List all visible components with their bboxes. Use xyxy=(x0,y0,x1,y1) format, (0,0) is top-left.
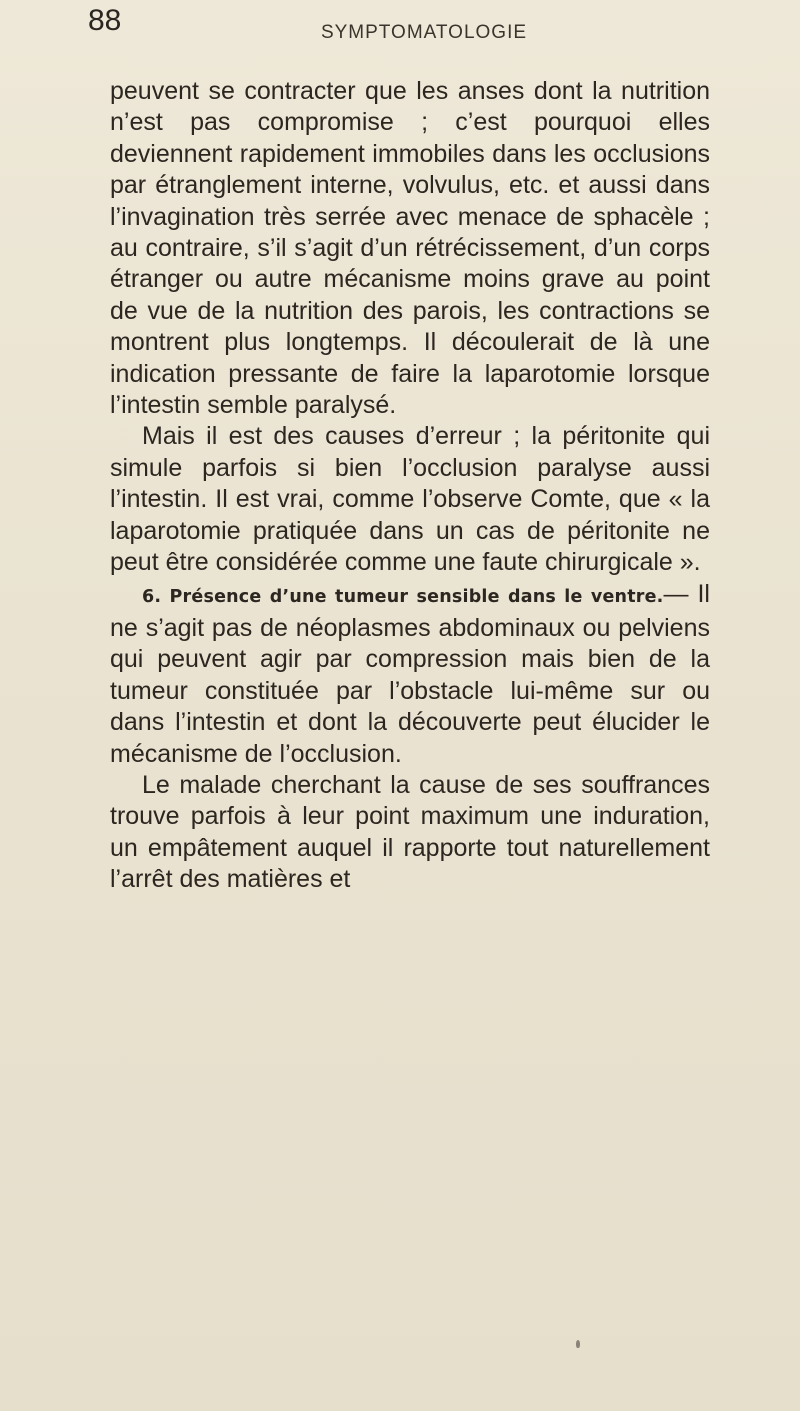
section-heading: 6. Présence d’une tumeur sensible dans le ventre. xyxy=(142,586,664,607)
page-header xyxy=(88,6,760,46)
paragraph-contractions: peuvent se contracter que les anses dont la nutrition n’est pas compromise ; c’est pourquoi elles deviennent rapidement immobiles dans les occlusions par étranglement interne, volvulus, etc. et aussi dans l’invagination très serrée avec menace de sphacèle ; au contraire, s’il s’agit d’un rétrécissement, d’un corps étranger ou autre mécanisme moins grave au point de vue de la nutrition des parois, les contractions se montrent plus longtemps. Il découlerait de là une indication pressante de faire la laparotomie lorsque l’intestin semble paralysé. xyxy=(110,77,710,420)
page-number: 88 xyxy=(88,4,122,37)
paragraph-tumeur-text: — Il ne s’agit pas de néoplasmes abdominaux ou pelviens qui peuvent agir par compression mais bien de la tumeur constituée par l’obstacle lui-même sur ou dans l’intestin et dont la découverte peut élucider le mécanisme de l’occlusion. xyxy=(110,579,710,768)
ink-speck xyxy=(576,1340,580,1348)
paragraph-tumeur xyxy=(110,579,710,770)
running-title: SYMPTOMATOLOGIE xyxy=(320,22,528,43)
paragraph-malade: Le malade cherchant la cause de ses souffrances trouve parfois à leur point maximum une induration, un empâtement auquel il rapporte tout naturellement l’arrêt des matières et xyxy=(110,770,710,894)
page-body xyxy=(110,76,710,896)
paragraph-causes-erreur: Mais il est des causes d’erreur ; la péritonite qui simule parfois si bien l’occlusion paralyse aussi l’intestin. Il est vrai, comme l’observe Comte, que « la laparotomie pratiquée dans un cas de péritonite ne peut être considérée comme une faute chirurgicale ». xyxy=(110,422,710,577)
